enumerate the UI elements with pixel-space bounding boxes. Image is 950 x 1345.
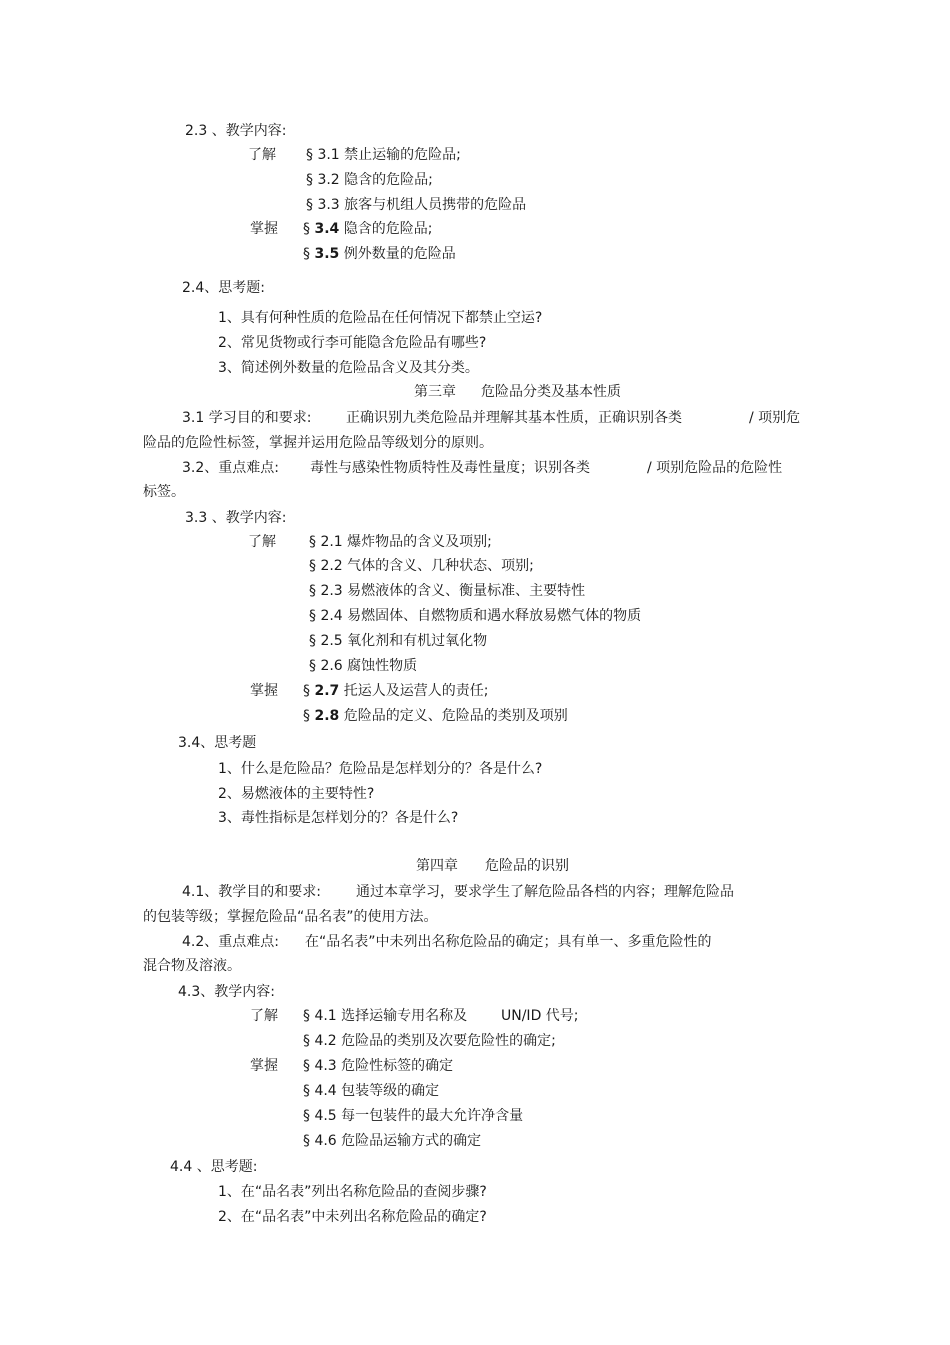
list-item: § 2.5 氧化剂和有机过氧化物 xyxy=(309,633,488,649)
question: 2、常见货物或行李可能隐含危险品有哪些? xyxy=(218,335,487,351)
paragraph-text: 在“品名表”中未列出名称危险品的确定；具有单一、多重危险性的 xyxy=(305,934,712,950)
label-understand: 了解 xyxy=(248,534,276,550)
list-item: § 4.5 每一包装件的最大允许净含量 xyxy=(303,1108,524,1124)
section-heading-2-4: 2.4、思考题: xyxy=(182,280,265,296)
paragraph-text: 正确识别九类危险品并理解其基本性质，正确识别各类 xyxy=(346,410,682,426)
list-item: § 4.2 危险品的类别及次要危险性的确定; xyxy=(303,1033,556,1049)
list-item xyxy=(303,707,568,725)
question: 3、毒性指标是怎样划分的？各是什么? xyxy=(218,810,459,826)
section-sign: § xyxy=(303,683,310,699)
list-item: § 2.6 腐蚀性物质 xyxy=(309,658,418,674)
list-item xyxy=(303,682,488,700)
label-master: 掌握 xyxy=(250,683,278,699)
paragraph-label: 3.2、重点难点: xyxy=(182,460,279,476)
label-understand: 了解 xyxy=(250,1008,278,1024)
list-item xyxy=(303,245,456,263)
paragraph-text: / 项别危险品的危险性 xyxy=(647,460,783,476)
item-text: 托运人及运营人的责任; xyxy=(343,683,489,699)
item-text: 危险品的定义、危险品的类别及项别 xyxy=(343,708,568,724)
list-item: UN/ID 代号; xyxy=(501,1008,579,1024)
paragraph-label: 4.2、重点难点: xyxy=(182,934,279,950)
list-item: § 2.1 爆炸物品的含义及项别; xyxy=(309,534,492,550)
section-sign: § xyxy=(303,221,310,237)
paragraph-text: 毒性与感染性物质特性及毒性量度；识别各类 xyxy=(310,460,590,476)
list-item xyxy=(303,220,432,238)
list-item: § 4.3 危险性标签的确定 xyxy=(303,1058,454,1074)
question: 2、在“品名表”中未列出名称危险品的确定? xyxy=(218,1209,487,1225)
question: 2、易燃液体的主要特性? xyxy=(218,786,375,802)
section-heading-4-3: 4.3、教学内容: xyxy=(178,984,275,1000)
paragraph-text: 混合物及溶液。 xyxy=(143,958,241,974)
section-heading-4-4: 4.4 、思考题: xyxy=(170,1159,258,1175)
item-number: 2.8 xyxy=(314,708,340,724)
paragraph-text: 标签。 xyxy=(143,484,185,500)
label-master: 掌握 xyxy=(250,1058,278,1074)
list-item: § 2.4 易燃固体、自燃物质和遇水释放易燃气体的物质 xyxy=(309,608,642,624)
list-item: § 2.3 易燃液体的含义、衡量标准、主要特性 xyxy=(309,583,586,599)
item-number: 2.7 xyxy=(314,683,340,699)
label-understand: 了解 xyxy=(248,147,276,163)
list-item: § 4.6 危险品运输方式的确定 xyxy=(303,1133,482,1149)
question: 3、简述例外数量的危险品含义及其分类。 xyxy=(218,360,479,376)
paragraph-text: / 项别危 xyxy=(749,410,801,426)
section-heading-3-3: 3.3 、教学内容: xyxy=(185,510,287,526)
chapter-title: 危险品分类及基本性质 xyxy=(481,384,621,400)
list-item: § 4.1 选择运输专用名称及 xyxy=(303,1008,468,1024)
item-text: 例外数量的危险品 xyxy=(343,246,456,262)
paragraph-text: 通过本章学习，要求学生了解危险品各档的内容；理解危险品 xyxy=(356,884,734,900)
question: 1、什么是危险品？危险品是怎样划分的？各是什么? xyxy=(218,761,543,777)
list-item: § 4.4 包装等级的确定 xyxy=(303,1083,440,1099)
label-master: 掌握 xyxy=(250,221,278,237)
section-heading-2-3: 2.3 、教学内容: xyxy=(185,123,287,139)
paragraph-text: 险品的危险性标签，掌握并运用危险品等级划分的原则。 xyxy=(143,435,493,451)
item-number: 3.5 xyxy=(314,246,340,262)
list-item: § 3.2 隐含的危险品; xyxy=(306,172,433,188)
question: 1、在“品名表”列出名称危险品的查阅步骤? xyxy=(218,1184,487,1200)
section-sign: § xyxy=(303,246,310,262)
section-sign: § xyxy=(303,708,310,724)
question: 1、具有何种性质的危险品在任何情况下都禁止空运? xyxy=(218,310,543,326)
item-number: 3.4 xyxy=(314,221,340,237)
chapter-number: 第四章 xyxy=(416,858,458,874)
list-item: § 3.1 禁止运输的危险品; xyxy=(306,147,461,163)
chapter-number: 第三章 xyxy=(414,384,456,400)
list-item: § 3.3 旅客与机组人员携带的危险品 xyxy=(306,197,527,213)
section-heading-3-4: 3.4、思考题 xyxy=(178,735,257,751)
paragraph-label: 4.1、教学目的和要求: xyxy=(182,884,321,900)
list-item: § 2.2 气体的含义、几种状态、项别; xyxy=(309,558,534,574)
paragraph-text: 的包装等级；掌握危险品“品名表”的使用方法。 xyxy=(143,909,438,925)
item-text: 隐含的危险品; xyxy=(343,221,433,237)
chapter-title: 危险品的识别 xyxy=(485,858,569,874)
paragraph-label: 3.1 学习目的和要求: xyxy=(182,410,312,426)
